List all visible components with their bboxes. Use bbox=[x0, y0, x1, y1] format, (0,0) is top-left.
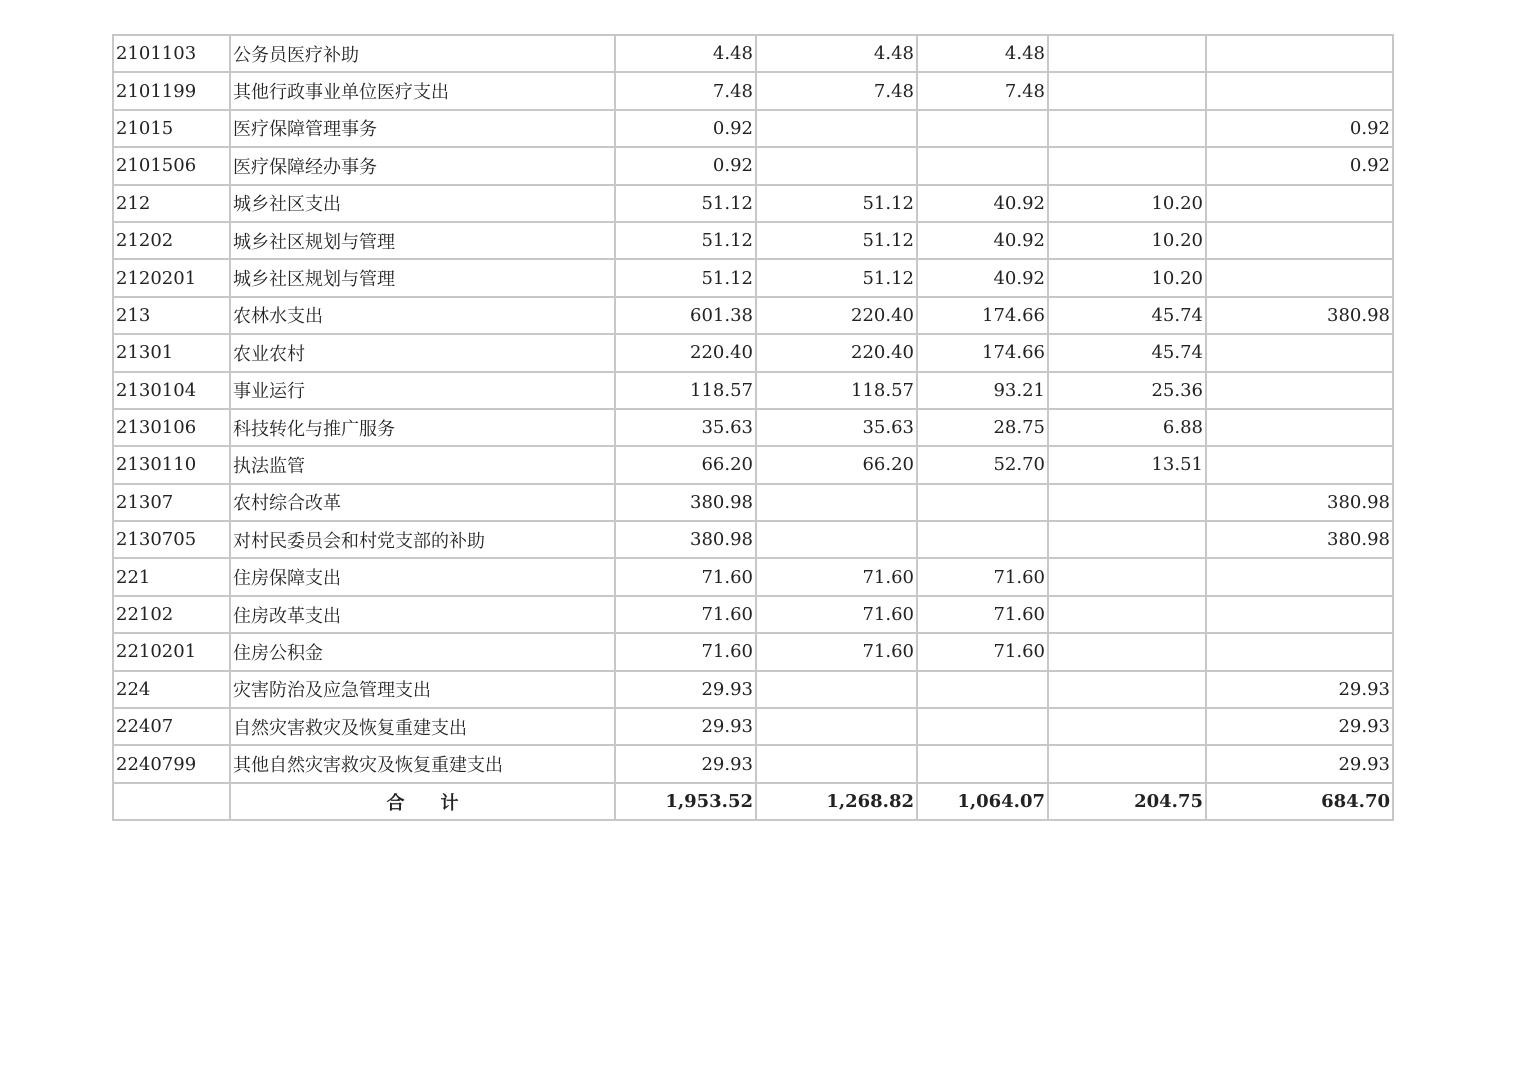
project-expense-cell bbox=[1206, 596, 1393, 633]
basic-total-cell: 51.12 bbox=[756, 259, 917, 296]
account-code-cell: 22102 bbox=[113, 596, 230, 633]
total-basic: 1,268.82 bbox=[756, 783, 917, 820]
table-row bbox=[113, 521, 1393, 558]
personnel-cell: 174.66 bbox=[917, 297, 1048, 334]
project-expense-cell: 380.98 bbox=[1206, 484, 1393, 521]
public-expense-cell bbox=[1048, 558, 1206, 595]
project-expense-cell bbox=[1206, 334, 1393, 371]
table-row bbox=[113, 596, 1393, 633]
table-row bbox=[113, 446, 1393, 483]
total-public: 204.75 bbox=[1048, 783, 1206, 820]
project-expense-cell bbox=[1206, 558, 1393, 595]
account-name-cell: 执法监管 bbox=[230, 446, 615, 483]
personnel-cell: 4.48 bbox=[917, 35, 1048, 72]
table-row bbox=[113, 72, 1393, 109]
public-expense-cell bbox=[1048, 708, 1206, 745]
personnel-cell: 40.92 bbox=[917, 222, 1048, 259]
public-expense-cell: 10.20 bbox=[1048, 259, 1206, 296]
basic-total-cell: 51.12 bbox=[756, 222, 917, 259]
public-expense-cell bbox=[1048, 110, 1206, 147]
account-code-cell: 21307 bbox=[113, 484, 230, 521]
basic-total-cell: 220.40 bbox=[756, 297, 917, 334]
account-code-cell: 2130104 bbox=[113, 372, 230, 409]
total-amount-cell: 71.60 bbox=[615, 596, 756, 633]
table-row bbox=[113, 35, 1393, 72]
table-row bbox=[113, 110, 1393, 147]
budget-expenditure-table bbox=[112, 34, 1394, 821]
public-expense-cell bbox=[1048, 671, 1206, 708]
table-row bbox=[113, 147, 1393, 184]
account-name-cell: 住房保障支出 bbox=[230, 558, 615, 595]
total-code-cell bbox=[113, 783, 230, 820]
basic-total-cell bbox=[756, 521, 917, 558]
basic-total-cell bbox=[756, 147, 917, 184]
project-expense-cell bbox=[1206, 35, 1393, 72]
account-code-cell: 2120201 bbox=[113, 259, 230, 296]
account-name-cell: 自然灾害救灾及恢复重建支出 bbox=[230, 708, 615, 745]
account-code-cell: 21202 bbox=[113, 222, 230, 259]
account-name-cell: 城乡社区规划与管理 bbox=[230, 259, 615, 296]
project-expense-cell: 380.98 bbox=[1206, 521, 1393, 558]
account-code-cell: 2101506 bbox=[113, 147, 230, 184]
basic-total-cell: 118.57 bbox=[756, 372, 917, 409]
table-row bbox=[113, 222, 1393, 259]
project-expense-cell: 29.93 bbox=[1206, 671, 1393, 708]
project-expense-cell: 380.98 bbox=[1206, 297, 1393, 334]
account-name-cell: 对村民委员会和村党支部的补助 bbox=[230, 521, 615, 558]
personnel-cell bbox=[917, 147, 1048, 184]
account-name-cell: 住房公积金 bbox=[230, 633, 615, 670]
total-project: 684.70 bbox=[1206, 783, 1393, 820]
account-name-cell: 公务员医疗补助 bbox=[230, 35, 615, 72]
personnel-cell: 93.21 bbox=[917, 372, 1048, 409]
table-row bbox=[113, 558, 1393, 595]
personnel-cell bbox=[917, 484, 1048, 521]
personnel-cell: 71.60 bbox=[917, 558, 1048, 595]
account-name-cell: 其他自然灾害救灾及恢复重建支出 bbox=[230, 745, 615, 782]
project-expense-cell: 29.93 bbox=[1206, 708, 1393, 745]
public-expense-cell bbox=[1048, 633, 1206, 670]
public-expense-cell bbox=[1048, 72, 1206, 109]
public-expense-cell: 6.88 bbox=[1048, 409, 1206, 446]
account-name-cell: 医疗保障经办事务 bbox=[230, 147, 615, 184]
public-expense-cell: 13.51 bbox=[1048, 446, 1206, 483]
personnel-cell bbox=[917, 745, 1048, 782]
project-expense-cell bbox=[1206, 409, 1393, 446]
total-amount-cell: 0.92 bbox=[615, 147, 756, 184]
total-amount-cell: 29.93 bbox=[615, 708, 756, 745]
total-amount-cell: 71.60 bbox=[615, 633, 756, 670]
account-code-cell: 2210201 bbox=[113, 633, 230, 670]
project-expense-cell: 0.92 bbox=[1206, 110, 1393, 147]
total-row bbox=[113, 783, 1393, 820]
account-code-cell: 2240799 bbox=[113, 745, 230, 782]
total-amount-cell: 51.12 bbox=[615, 259, 756, 296]
total-amount-cell: 380.98 bbox=[615, 521, 756, 558]
account-code-cell: 224 bbox=[113, 671, 230, 708]
account-code-cell: 22407 bbox=[113, 708, 230, 745]
total-personnel: 1,064.07 bbox=[917, 783, 1048, 820]
public-expense-cell: 10.20 bbox=[1048, 185, 1206, 222]
account-code-cell: 2101103 bbox=[113, 35, 230, 72]
basic-total-cell: 71.60 bbox=[756, 633, 917, 670]
basic-total-cell: 51.12 bbox=[756, 185, 917, 222]
account-code-cell: 213 bbox=[113, 297, 230, 334]
account-code-cell: 21015 bbox=[113, 110, 230, 147]
account-name-cell: 医疗保障管理事务 bbox=[230, 110, 615, 147]
total-amount-cell: 220.40 bbox=[615, 334, 756, 371]
project-expense-cell bbox=[1206, 633, 1393, 670]
account-name-cell: 事业运行 bbox=[230, 372, 615, 409]
total-amount-cell: 29.93 bbox=[615, 745, 756, 782]
account-code-cell: 212 bbox=[113, 185, 230, 222]
account-code-cell: 221 bbox=[113, 558, 230, 595]
account-code-cell: 2130705 bbox=[113, 521, 230, 558]
project-expense-cell bbox=[1206, 222, 1393, 259]
public-expense-cell bbox=[1048, 521, 1206, 558]
personnel-cell: 174.66 bbox=[917, 334, 1048, 371]
public-expense-cell: 45.74 bbox=[1048, 334, 1206, 371]
basic-total-cell: 71.60 bbox=[756, 558, 917, 595]
public-expense-cell: 10.20 bbox=[1048, 222, 1206, 259]
personnel-cell bbox=[917, 110, 1048, 147]
personnel-cell: 71.60 bbox=[917, 633, 1048, 670]
table-row bbox=[113, 259, 1393, 296]
account-name-cell: 灾害防治及应急管理支出 bbox=[230, 671, 615, 708]
basic-total-cell bbox=[756, 484, 917, 521]
account-name-cell: 城乡社区支出 bbox=[230, 185, 615, 222]
basic-total-cell: 71.60 bbox=[756, 596, 917, 633]
total-sum: 1,953.52 bbox=[615, 783, 756, 820]
basic-total-cell: 220.40 bbox=[756, 334, 917, 371]
public-expense-cell bbox=[1048, 596, 1206, 633]
personnel-cell: 52.70 bbox=[917, 446, 1048, 483]
total-amount-cell: 51.12 bbox=[615, 185, 756, 222]
table-row bbox=[113, 334, 1393, 371]
total-amount-cell: 51.12 bbox=[615, 222, 756, 259]
total-amount-cell: 71.60 bbox=[615, 558, 756, 595]
public-expense-cell: 45.74 bbox=[1048, 297, 1206, 334]
project-expense-cell bbox=[1206, 259, 1393, 296]
account-code-cell: 2101199 bbox=[113, 72, 230, 109]
personnel-cell bbox=[917, 708, 1048, 745]
table-row bbox=[113, 409, 1393, 446]
total-amount-cell: 0.92 bbox=[615, 110, 756, 147]
total-amount-cell: 380.98 bbox=[615, 484, 756, 521]
table-row bbox=[113, 708, 1393, 745]
project-expense-cell bbox=[1206, 72, 1393, 109]
public-expense-cell: 25.36 bbox=[1048, 372, 1206, 409]
basic-total-cell: 66.20 bbox=[756, 446, 917, 483]
account-name-cell: 其他行政事业单位医疗支出 bbox=[230, 72, 615, 109]
personnel-cell: 71.60 bbox=[917, 596, 1048, 633]
total-label: 合 计 bbox=[230, 783, 615, 820]
basic-total-cell bbox=[756, 671, 917, 708]
account-code-cell: 2130110 bbox=[113, 446, 230, 483]
table-row bbox=[113, 671, 1393, 708]
total-amount-cell: 4.48 bbox=[615, 35, 756, 72]
total-amount-cell: 7.48 bbox=[615, 72, 756, 109]
table-row bbox=[113, 633, 1393, 670]
account-name-cell: 农村综合改革 bbox=[230, 484, 615, 521]
total-amount-cell: 118.57 bbox=[615, 372, 756, 409]
personnel-cell bbox=[917, 671, 1048, 708]
personnel-cell bbox=[917, 521, 1048, 558]
account-code-cell: 2130106 bbox=[113, 409, 230, 446]
table-row bbox=[113, 185, 1393, 222]
project-expense-cell: 0.92 bbox=[1206, 147, 1393, 184]
total-amount-cell: 29.93 bbox=[615, 671, 756, 708]
table-row bbox=[113, 745, 1393, 782]
project-expense-cell bbox=[1206, 372, 1393, 409]
account-name-cell: 农林水支出 bbox=[230, 297, 615, 334]
public-expense-cell bbox=[1048, 35, 1206, 72]
basic-total-cell: 7.48 bbox=[756, 72, 917, 109]
basic-total-cell: 4.48 bbox=[756, 35, 917, 72]
project-expense-cell bbox=[1206, 446, 1393, 483]
personnel-cell: 28.75 bbox=[917, 409, 1048, 446]
personnel-cell: 40.92 bbox=[917, 185, 1048, 222]
personnel-cell: 7.48 bbox=[917, 72, 1048, 109]
table-row bbox=[113, 297, 1393, 334]
public-expense-cell bbox=[1048, 147, 1206, 184]
account-name-cell: 农业农村 bbox=[230, 334, 615, 371]
basic-total-cell: 35.63 bbox=[756, 409, 917, 446]
basic-total-cell bbox=[756, 110, 917, 147]
table-row bbox=[113, 372, 1393, 409]
basic-total-cell bbox=[756, 745, 917, 782]
basic-total-cell bbox=[756, 708, 917, 745]
table-row bbox=[113, 484, 1393, 521]
project-expense-cell: 29.93 bbox=[1206, 745, 1393, 782]
account-name-cell: 住房改革支出 bbox=[230, 596, 615, 633]
account-name-cell: 城乡社区规划与管理 bbox=[230, 222, 615, 259]
total-amount-cell: 601.38 bbox=[615, 297, 756, 334]
public-expense-cell bbox=[1048, 745, 1206, 782]
account-code-cell: 21301 bbox=[113, 334, 230, 371]
total-amount-cell: 35.63 bbox=[615, 409, 756, 446]
account-name-cell: 科技转化与推广服务 bbox=[230, 409, 615, 446]
project-expense-cell bbox=[1206, 185, 1393, 222]
personnel-cell: 40.92 bbox=[917, 259, 1048, 296]
total-amount-cell: 66.20 bbox=[615, 446, 756, 483]
public-expense-cell bbox=[1048, 484, 1206, 521]
table-body bbox=[113, 35, 1393, 783]
